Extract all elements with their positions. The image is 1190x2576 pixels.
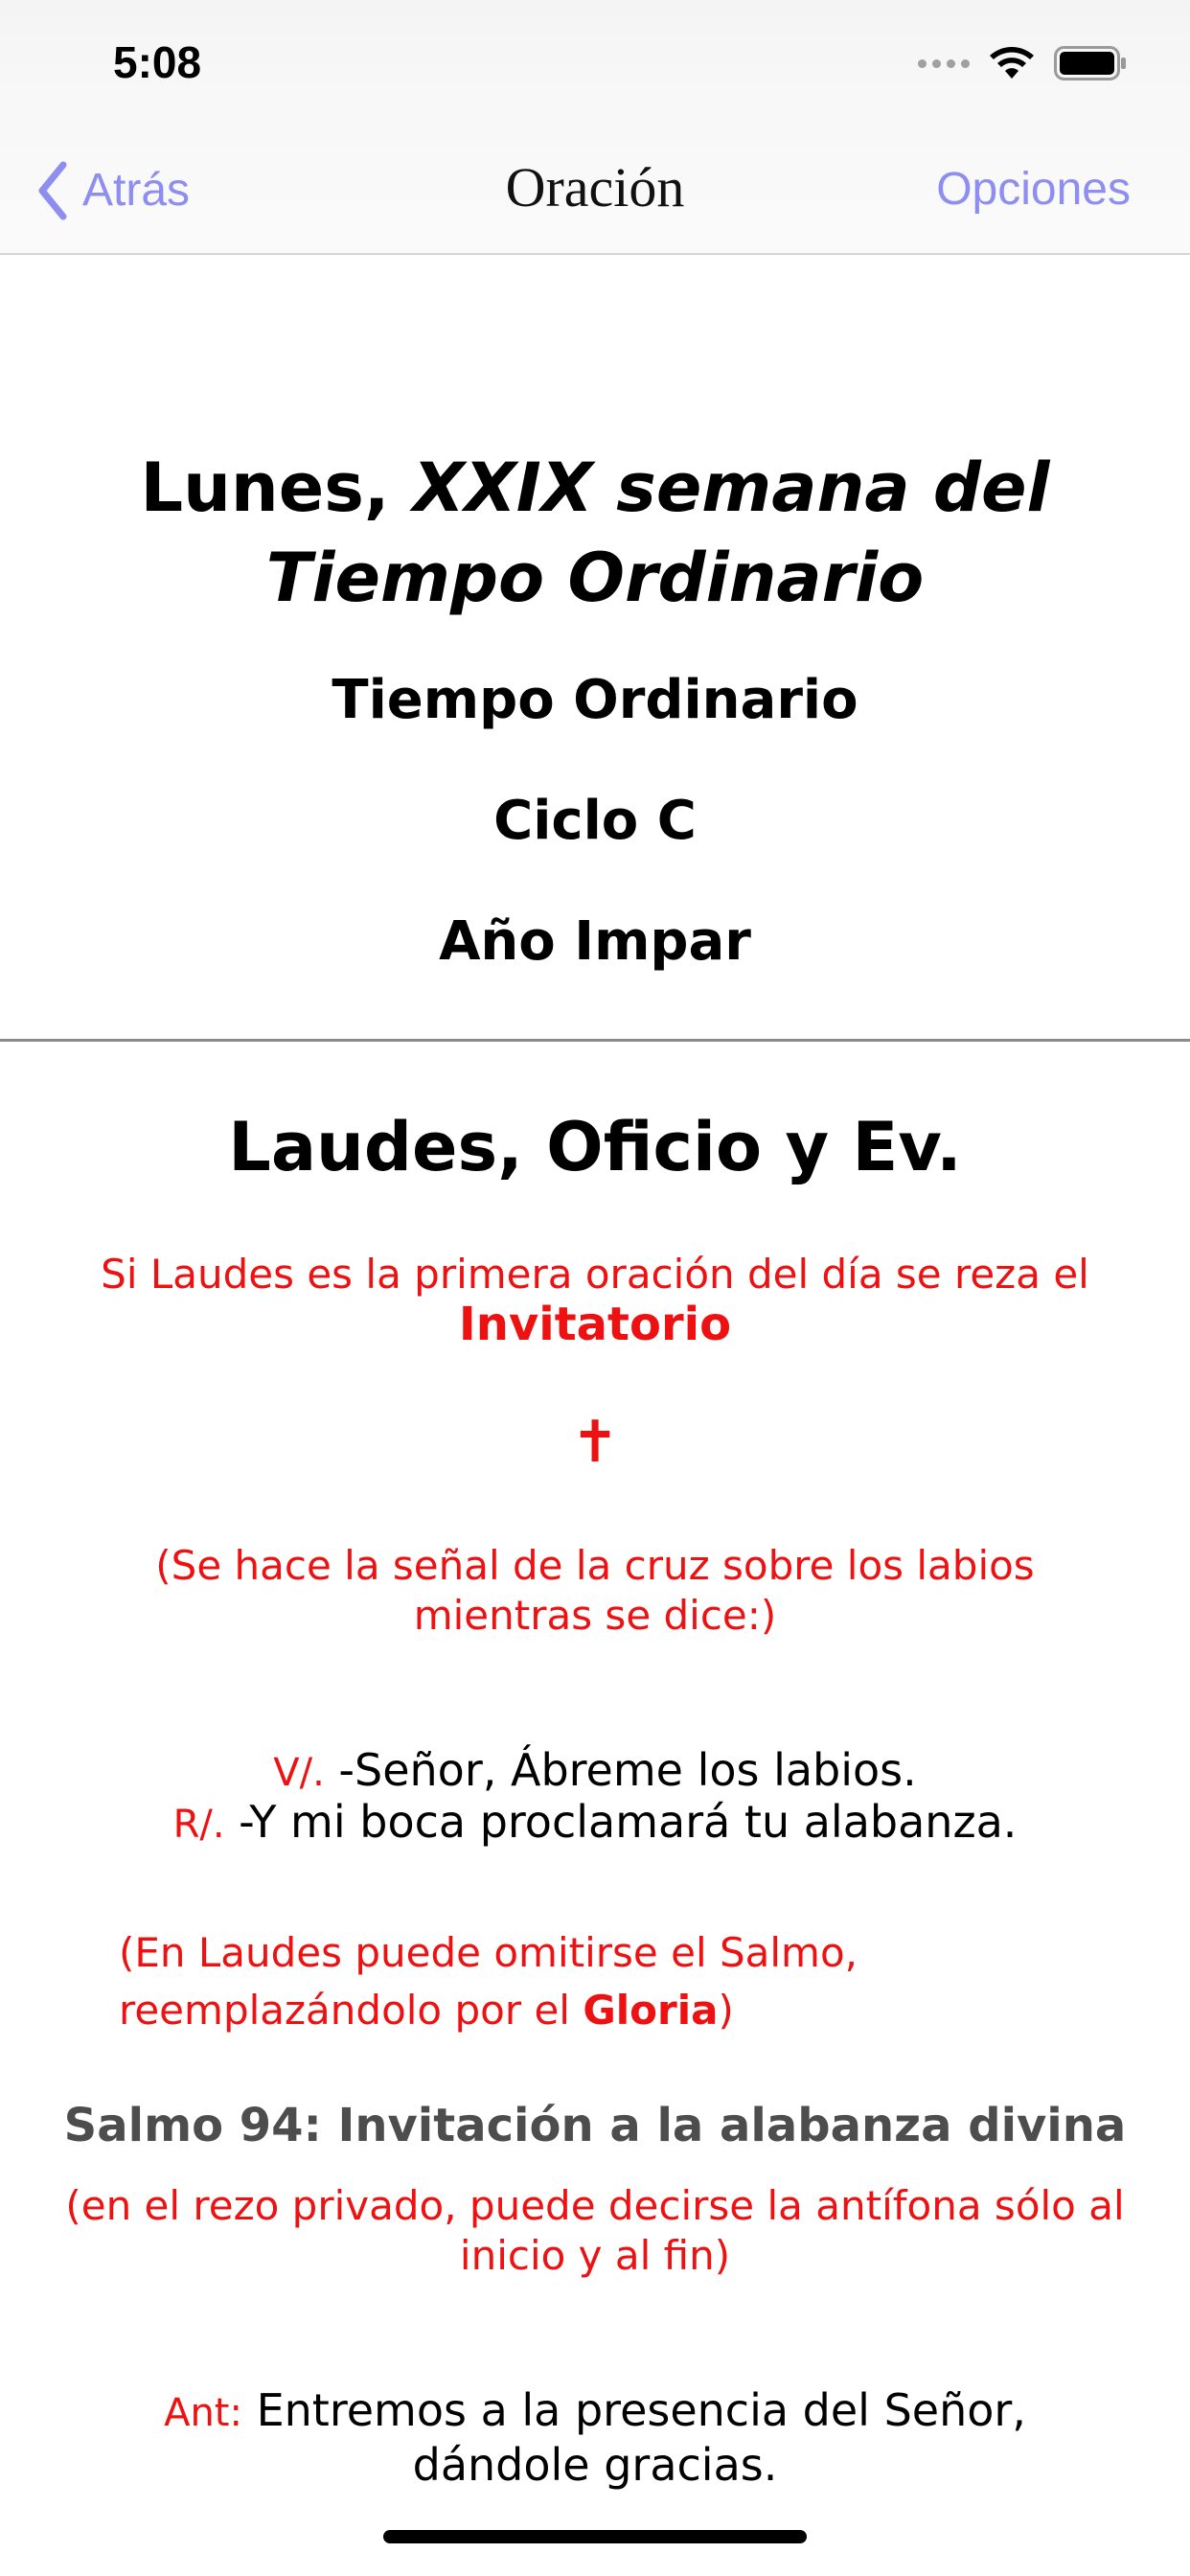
antiphon — [115, 2384, 1075, 2491]
response-label: R/. — [172, 1803, 225, 1847]
chevron-left-icon — [36, 161, 69, 220]
psalm-title: Salmo 94: Invitación a la alabanza divina — [63, 2099, 1127, 2152]
home-indicator[interactable] — [383, 2530, 807, 2543]
cross-icon: ✝ — [570, 1409, 620, 1476]
versicle-text: -Señor, Ábreme los labios. — [324, 1744, 917, 1796]
office-title: Laudes, Oficio y Ev. — [228, 1108, 962, 1186]
wifi-icon — [989, 46, 1035, 80]
invitatory-note-text: Si Laudes es la primera oración del día se reza el — [101, 1251, 1089, 1298]
versicle-label: V/. — [273, 1751, 325, 1795]
antiphon-text: Entremos a la presencia del Señor, dándole gracias. — [241, 2384, 1026, 2491]
private-note: (en el rezo privado, puede decirse la antífona sólo al inicio y al fin) — [65, 2182, 1125, 2279]
battery-icon — [1054, 46, 1127, 80]
navigation-bar — [0, 0, 1190, 255]
season-label: Tiempo Ordinario — [332, 669, 858, 731]
cycle-label: Ciclo C — [493, 790, 697, 852]
day-prefix: Lunes, — [140, 448, 413, 527]
status-time: 5:08 — [113, 37, 202, 87]
response-line — [57, 1796, 1133, 1851]
versicle-line — [57, 1744, 1133, 1799]
page-title: Oración — [505, 156, 685, 218]
response-text: -Y mi boca proclamará tu alabanza. — [224, 1796, 1018, 1848]
options-button[interactable]: Opciones — [936, 164, 1131, 215]
back-label: Atrás — [82, 165, 191, 216]
year-label: Año Impar — [439, 910, 751, 973]
back-button[interactable] — [36, 161, 190, 220]
omit-note-pre: (En Laudes puede omitirse el Salmo, reemplazándolo por el — [119, 1929, 858, 2034]
invitatory-note — [57, 1250, 1133, 1349]
invitatory-link[interactable]: Invitatorio — [458, 1298, 732, 1351]
omit-psalm-note — [119, 1924, 1077, 2039]
antiphon-label: Ant: — [164, 2391, 242, 2435]
omit-note-post: ) — [718, 1987, 734, 2034]
gloria-link[interactable]: Gloria — [583, 1987, 719, 2034]
signal-icon — [918, 59, 970, 68]
day-week: XXIX semana del Tiempo Ordinario — [265, 448, 1050, 617]
cross-instruction: (Se hace la señal de la cruz sobre los labios mientras se dice:) — [155, 1542, 1035, 1639]
section-divider — [0, 1039, 1190, 1042]
status-icons — [918, 44, 1127, 82]
day-title — [57, 443, 1133, 623]
